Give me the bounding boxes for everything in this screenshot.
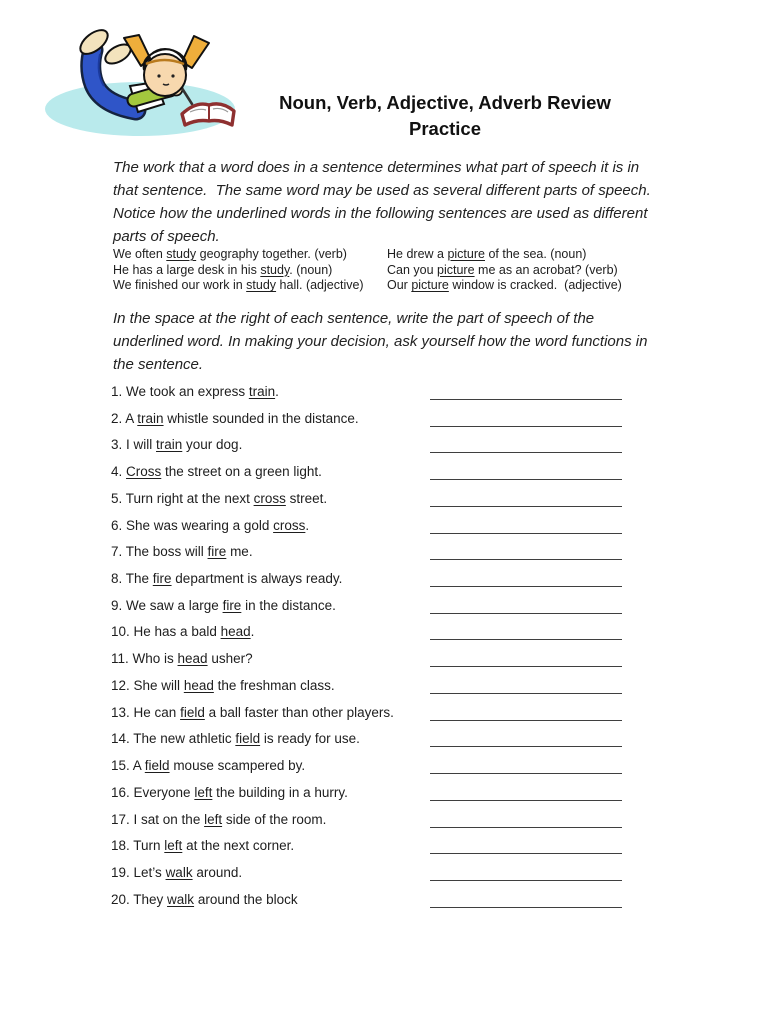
sentence-text: your dog. [182,437,243,453]
question-number: 15. [111,758,133,774]
underlined-word: left [194,784,213,800]
question-sentence [111,865,242,880]
girl-writing-clipart-icon [42,24,238,138]
question-row [111,541,656,568]
answer-blank [430,410,622,427]
sentence-text: me. [226,544,253,560]
sentence-text: She will [133,677,184,693]
underlined-word: fire [207,544,227,560]
sentence-text: whistle sounded in the distance. [163,410,359,426]
underlined-word: train [137,410,164,426]
underlined-word: cross [273,517,306,533]
question-row [111,461,656,488]
question-sentence [111,571,342,586]
sentence-text: . [275,384,279,399]
paragraph-line: The work that a word does in a sentence determines what part of speech it is in [113,159,640,176]
underlined-word: field [144,758,170,774]
example-sentences [113,247,658,299]
question-row [111,621,656,648]
page-title [245,90,645,141]
sentence-text: He drew a [387,247,448,261]
underlined-word: head [177,651,208,667]
underlined-word: field [180,704,205,720]
question-row [111,702,656,729]
sentence-text: They [133,891,168,907]
question-number: 19. [111,864,134,880]
question-sentence [111,411,359,426]
sentence-text: . (noun) [289,262,333,277]
answer-blank [430,436,622,453]
question-sentence [111,705,394,720]
sentence-text: A [132,758,145,774]
sentence-text: . [250,624,255,640]
sentence-text: around. [192,864,243,880]
sentence-text: He has a bald [133,624,221,640]
question-row [111,782,656,809]
question-number: 18. [111,838,134,854]
underlined-word: study [166,247,197,261]
question-sentence [111,384,279,399]
question-sentence [111,651,253,666]
sentence-text: The [125,571,153,587]
sentence-text: mouse scampered by. [169,758,306,774]
sentence-text: I will [126,437,157,453]
sentence-text: the street on a green light. [161,464,322,480]
title-line-2: Practice [409,117,481,139]
sentence-text: We saw a large [126,597,223,613]
sentence-text: Our [387,278,412,293]
sentence-text: is ready for use. [260,731,360,747]
examples-column-study [113,247,364,294]
answer-blank [430,570,622,587]
underlined-word: cross [253,490,286,506]
question-number: 7. [111,544,126,560]
sentence-text: Who is [132,651,178,667]
sentence-text: A [125,410,138,426]
question-row [111,381,656,408]
title-line-1: Noun, Verb, Adjective, Adverb Review [279,92,611,113]
question-sentence [111,598,336,613]
question-number: 16. [111,784,134,800]
underlined-word: field [235,731,261,747]
underlined-word: study [246,278,277,293]
answer-blank [430,677,622,694]
examples-column-picture [387,247,622,294]
question-number: 8. [111,571,126,587]
sentence-text: I sat on the [133,811,205,827]
question-sentence [111,518,309,533]
sentence-text: the building in a hurry. [212,784,348,800]
question-row [111,728,656,755]
question-number: 12. [111,677,134,693]
example-sentence [387,263,622,279]
question-number: 11. [111,651,133,667]
underlined-word: head [220,624,251,640]
sentence-text: in the distance. [241,597,336,613]
question-sentence [111,624,254,639]
answer-blank [430,517,622,534]
question-number: 10. [111,624,134,640]
answer-blank [430,730,622,747]
paragraph-line: parts of speech. [113,228,220,245]
question-row [111,889,656,916]
question-number: 14. [111,731,134,747]
underlined-word: picture [437,262,475,277]
underlined-word: train [248,384,276,399]
question-sentence [111,758,305,773]
sentence-text: me as an acrobat? (verb) [474,262,618,277]
sentence-text: Let’s [133,864,166,880]
underlined-word: left [164,838,183,854]
question-row [111,595,656,622]
paragraph-line: that sentence. The same word may be used as several different parts of speech. [113,182,651,199]
sentence-text: hall. (adjective) [276,278,364,293]
sentence-text: a ball faster than other players. [204,704,394,720]
question-number: 17. [111,811,134,827]
answer-blank [430,543,622,560]
sentence-text: She was wearing a gold [126,517,274,533]
answer-blank [430,757,622,774]
sentence-text: around the block [194,891,298,907]
question-row [111,515,656,542]
example-sentence [387,278,622,294]
question-row [111,648,656,675]
underlined-word: Cross [126,464,162,480]
sentence-text: street. [285,490,328,506]
question-number: 9. [111,597,127,613]
question-sentence [111,544,253,559]
question-row [111,835,656,862]
example-sentence [387,247,622,263]
sentence-text: We finished our work in [113,278,247,293]
answer-blank [430,383,622,400]
example-sentence [113,278,364,294]
underlined-word: walk [167,891,195,907]
answer-blank [430,597,622,614]
answer-blank [430,864,622,881]
underlined-word: fire [152,571,172,587]
answer-blank [430,837,622,854]
question-row [111,434,656,461]
question-row [111,675,656,702]
answer-blank [430,623,622,640]
answer-blank [430,811,622,828]
sentence-text: side of the room. [222,811,327,827]
question-number: 20. [111,891,134,907]
paragraph-line: Notice how the underlined words in the following sentences are used as different [113,205,648,222]
underlined-word: walk [165,864,193,880]
underlined-word: fire [222,597,242,613]
sentence-text: usher? [207,651,253,667]
sentence-text: at the next corner. [182,838,295,854]
question-number: 1. [111,384,127,399]
sentence-text: The new athletic [133,731,236,747]
sentence-text: . [305,517,310,533]
answer-blank [430,650,622,667]
paragraph-line: underlined word. In making your decision, ask yourself how the word functions in [113,333,648,350]
question-number: 2. [111,410,126,426]
sentence-text: He can [133,704,181,720]
question-row [111,488,656,515]
question-sentence [111,892,298,907]
question-sentence [111,812,326,827]
question-number: 4. [111,464,127,480]
paragraph-line: In the space at the right of each sentence, write the part of speech of the [113,310,595,327]
question-sentence [111,785,348,800]
question-sentence [111,678,335,693]
question-sentence [111,491,327,506]
underlined-word: study [260,262,290,277]
question-row [111,408,656,435]
question-number: 5. [111,490,126,506]
sentence-text: The boss will [125,544,208,560]
sentence-text: Turn [133,838,165,854]
question-row [111,862,656,889]
question-number: 3. [111,437,127,453]
sentence-text: geography together. (verb) [196,247,347,261]
underlined-word: left [204,811,223,827]
answer-blank [430,704,622,721]
paragraph-line: the sentence. [113,356,204,373]
answer-blank [430,891,622,908]
sentence-text: He has a large desk in his [113,262,261,277]
question-number: 6. [111,517,127,533]
sentence-text: We often [113,247,167,261]
answer-blank [430,490,622,507]
sentence-text: of the sea. (noun) [484,247,587,261]
sentence-text: Turn right at the next [125,490,254,506]
question-row [111,809,656,836]
sentence-text: the freshman class. [213,677,335,693]
sentence-text: window is cracked. (adjective) [448,278,622,293]
example-sentence [113,247,364,263]
intro-paragraph [113,156,651,248]
sentence-text: Can you [387,262,438,277]
sentence-text: Everyone [133,784,195,800]
sentence-text: department is always ready. [171,571,343,587]
question-sentence [111,437,242,452]
example-sentence [113,263,364,279]
question-sentence [111,731,360,746]
sentence-text: We took an express [126,384,249,399]
question-sentence [111,838,294,853]
question-list [111,381,656,915]
underlined-word: head [183,677,214,693]
underlined-word: picture [411,278,449,293]
question-row [111,755,656,782]
answer-blank [430,463,622,480]
question-row [111,568,656,595]
instructions-paragraph [113,307,647,376]
underlined-word: picture [447,247,485,261]
underlined-word: train [156,437,183,453]
answer-blank [430,784,622,801]
question-number: 13. [111,704,134,720]
question-sentence [111,464,322,479]
